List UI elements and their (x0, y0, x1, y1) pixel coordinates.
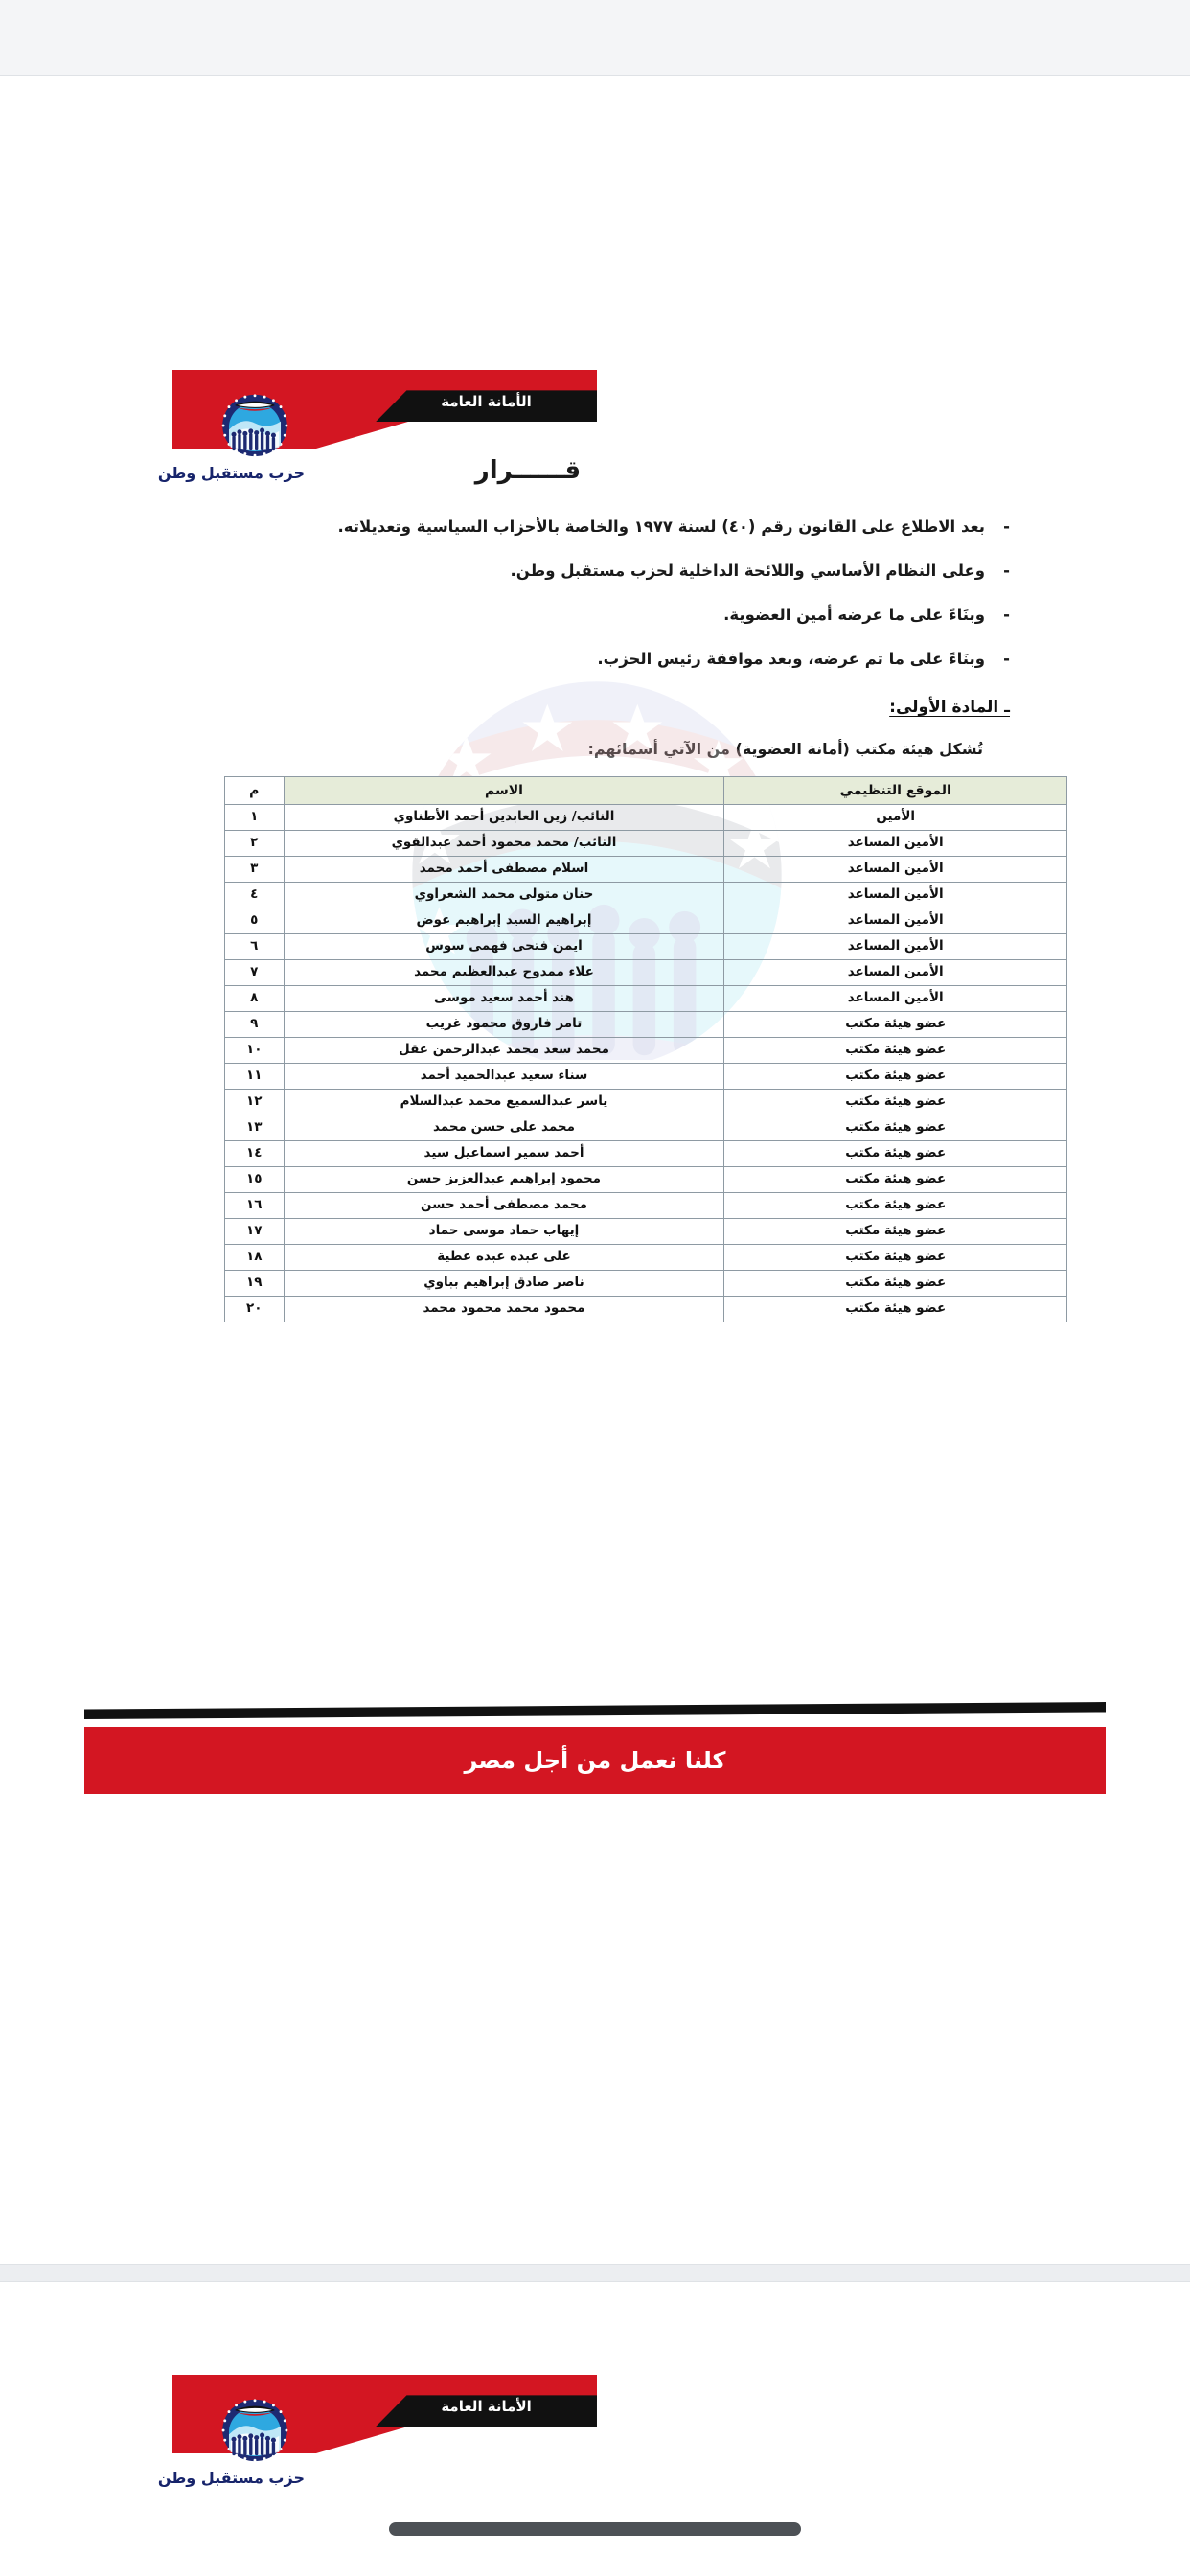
clause-item (224, 518, 1010, 536)
cell-index: ٣ (225, 857, 285, 883)
cell-role: الأمين المساعد (724, 986, 1067, 1012)
document-body (84, 84, 1106, 2258)
bullet-dash-icon: - (1003, 606, 1010, 624)
table-row (225, 1141, 1067, 1167)
footer-bar (84, 1727, 1106, 1794)
cell-name: ياسر عبدالسميع محمد عبدالسلام (284, 1090, 724, 1116)
column-header-role: الموقع التنظيمي (724, 777, 1067, 805)
cell-name: ناصر صادق إبراهيم بباوي (284, 1271, 724, 1297)
table-row (225, 986, 1067, 1012)
table-row (225, 1064, 1067, 1090)
cell-name: محمد مصطفى أحمد حسن (284, 1193, 724, 1219)
cell-index: ١٢ (225, 1090, 285, 1116)
cell-role: عضو هيئة مكتب (724, 1116, 1067, 1141)
table-row (225, 1193, 1067, 1219)
peek-party-logo (157, 2394, 305, 2487)
cell-role: الأمين المساعد (724, 908, 1067, 934)
cell-name: حنان متولى محمد الشعراوي (284, 883, 724, 908)
cell-index: ٨ (225, 986, 285, 1012)
home-indicator[interactable] (389, 2522, 801, 2536)
cell-name: تامر فاروق محمود غريب (284, 1012, 724, 1038)
cell-index: ٦ (225, 934, 285, 960)
bullet-dash-icon: - (1003, 650, 1010, 668)
cell-role: عضو هيئة مكتب (724, 1064, 1067, 1090)
table-row (225, 1245, 1067, 1271)
table-row (225, 934, 1067, 960)
cell-index: ١٠ (225, 1038, 285, 1064)
cell-name: محمود إبراهيم عبدالعزيز حسن (284, 1167, 724, 1193)
table-row (225, 1219, 1067, 1245)
page-gap-divider-top (0, 2264, 1190, 2265)
footer-slogan: كلنا نعمل من أجل مصر (464, 1747, 726, 1774)
table-row (225, 857, 1067, 883)
peek-party-emblem-icon (214, 2394, 296, 2467)
cell-name: هند أحمد سعيد موسى (284, 986, 724, 1012)
peek-party-wordmark: حزب مستقبل وطن (157, 2469, 305, 2487)
table-row (225, 883, 1067, 908)
cell-name: محمد على حسن محمد (284, 1116, 724, 1141)
clause-item (224, 650, 1010, 668)
bullet-dash-icon: - (1003, 518, 1010, 536)
cell-role: الأمين المساعد (724, 831, 1067, 857)
cell-index: ١٣ (225, 1116, 285, 1141)
cell-index: ٤ (225, 883, 285, 908)
table-row (225, 908, 1067, 934)
party-wordmark: حزب مستقبل وطن (157, 464, 305, 482)
cell-role: الأمين المساعد (724, 960, 1067, 986)
document-page (84, 84, 1106, 2258)
members-table (224, 776, 1067, 1322)
cell-name: إبراهيم السيد إبراهيم عوض (284, 908, 724, 934)
cell-role: عضو هيئة مكتب (724, 1012, 1067, 1038)
table-row (225, 960, 1067, 986)
cell-index: ١٩ (225, 1271, 285, 1297)
cell-name: محمد سعد محمد عبدالرحمن عقل (284, 1038, 724, 1064)
cell-index: ١٦ (225, 1193, 285, 1219)
cell-name: اسلام مصطفى أحمد محمد (284, 857, 724, 883)
table-row (225, 1167, 1067, 1193)
cell-name: على عبده عبده عطية (284, 1245, 724, 1271)
table-body (225, 805, 1067, 1322)
cell-name: ايمن فتحى فهمى سوس (284, 934, 724, 960)
cell-index: ١ (225, 805, 285, 831)
cell-index: ١١ (225, 1064, 285, 1090)
article-intro-text: تُشكل هيئة مكتب (أمانة العضوية) من الآتي أسمائهم: (587, 740, 983, 758)
cell-role: عضو هيئة مكتب (724, 1271, 1067, 1297)
table-row (225, 1012, 1067, 1038)
cell-role: عضو هيئة مكتب (724, 1141, 1067, 1167)
cell-name: سناء سعيد عبدالحميد أحمد (284, 1064, 724, 1090)
table-row (225, 805, 1067, 831)
clause-text: وبنَاءً على ما تم عرضه، وبعد موافقة رئيس الحزب. (597, 650, 985, 668)
cell-index: ٢ (225, 831, 285, 857)
status-bar-background (0, 0, 1190, 75)
cell-index: ٩ (225, 1012, 285, 1038)
cell-name: علاء ممدوح عبدالعظيم محمد (284, 960, 724, 986)
page-gap (0, 2264, 1190, 2281)
cell-role: الأمين المساعد (724, 934, 1067, 960)
decision-title: قــــــرار (474, 456, 582, 485)
clause-item (224, 562, 1010, 580)
cell-role: عضو هيئة مكتب (724, 1167, 1067, 1193)
cell-index: ١٨ (225, 1245, 285, 1271)
table-row (225, 1271, 1067, 1297)
clause-item (224, 606, 1010, 624)
bullet-dash-icon: - (1003, 562, 1010, 580)
cell-role: الأمين (724, 805, 1067, 831)
table-row (225, 1297, 1067, 1322)
column-header-name: الاسم (284, 777, 724, 805)
cell-name: النائب/ زين العابدين أحمد الأطناوي (284, 805, 724, 831)
cell-index: ٢٠ (225, 1297, 285, 1322)
clause-text: وبنَاءً على ما عرضه أمين العضوية. (723, 606, 985, 624)
page-gap-divider-bottom (0, 2281, 1190, 2282)
letterhead-title: الأمانة العامة (441, 392, 532, 410)
table-row (225, 831, 1067, 857)
next-page-preview (84, 2367, 1106, 2576)
table-row (225, 1038, 1067, 1064)
clause-text: بعد الاطلاع على القانون رقم (٤٠) لسنة ١٩٧٧ والخاصة بالأحزاب السياسية وتعديلاته. (337, 518, 985, 536)
cell-name: محمود محمد محمود محمد (284, 1297, 724, 1322)
table-row (225, 1090, 1067, 1116)
peek-letterhead-title: الأمانة العامة (441, 2397, 532, 2415)
cell-index: ١٤ (225, 1141, 285, 1167)
cell-name: إيهاب حماد موسى حماد (284, 1219, 724, 1245)
top-divider (0, 75, 1190, 76)
cell-role: عضو هيئة مكتب (724, 1245, 1067, 1271)
table-header-row (225, 777, 1067, 805)
cell-index: ١٥ (225, 1167, 285, 1193)
column-header-index: م (225, 777, 285, 805)
cell-role: عضو هيئة مكتب (724, 1219, 1067, 1245)
cell-index: ٥ (225, 908, 285, 934)
cell-role: عضو هيئة مكتب (724, 1297, 1067, 1322)
cell-name: النائب/ محمد محمود أحمد عبدالقوي (284, 831, 724, 857)
cell-role: عضو هيئة مكتب (724, 1193, 1067, 1219)
cell-role: عضو هيئة مكتب (724, 1090, 1067, 1116)
article-heading: ـ المادة الأولى: (889, 698, 1010, 717)
footer-divider (84, 1702, 1106, 1719)
cell-index: ٧ (225, 960, 285, 986)
table-row (225, 1116, 1067, 1141)
table-head (225, 777, 1067, 805)
cell-role: عضو هيئة مكتب (724, 1038, 1067, 1064)
footer-divider-shape (84, 1702, 1106, 1719)
cell-role: الأمين المساعد (724, 857, 1067, 883)
cell-index: ١٧ (225, 1219, 285, 1245)
cell-name: أحمد سمير اسماعيل سيد (284, 1141, 724, 1167)
clause-text: وعلى النظام الأساسي واللائحة الداخلية لحزب مستقبل وطن. (510, 562, 985, 580)
cell-role: الأمين المساعد (724, 883, 1067, 908)
